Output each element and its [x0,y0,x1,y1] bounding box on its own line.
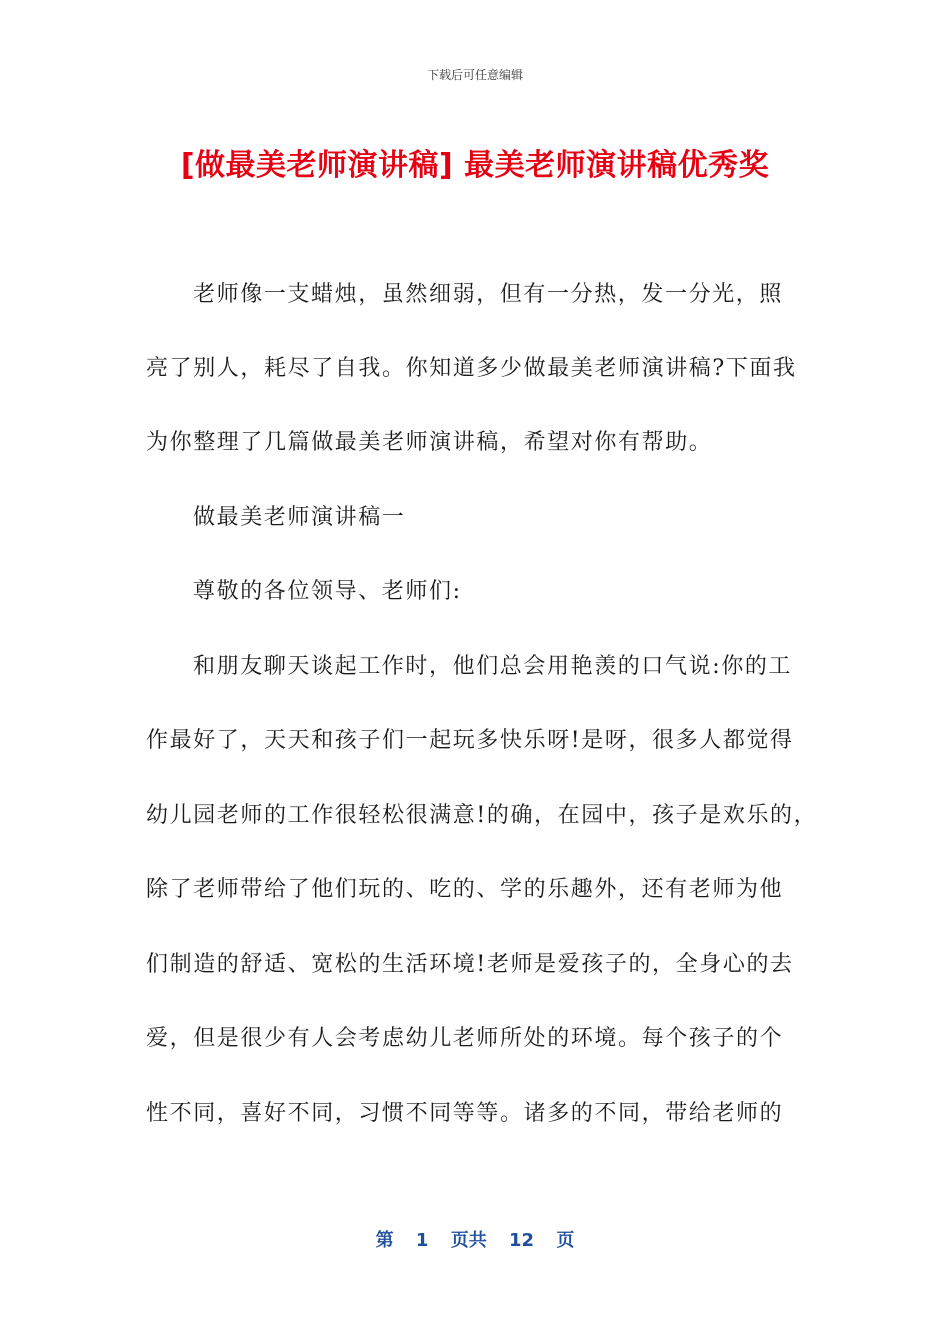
body-line: 们制造的舒适、宽松的生活环境!老师是爱孩子的，全身心的去 [146,952,794,977]
salutation: 尊敬的各位领导、老师们: [193,579,462,604]
page-prefix: 第 [375,1230,394,1251]
body-line: 为你整理了几篇做最美老师演讲稿，希望对你有帮助。 [146,430,713,455]
body-line: 和朋友聊天谈起工作时，他们总会用艳羡的口气说:你的工 [193,654,793,679]
page-footer [0,1226,950,1252]
body-line: 作最好了，天天和孩子们一起玩多快乐呀!是呀，很多人都觉得 [146,728,794,753]
page-number: 1 [415,1230,429,1251]
body-line: 性不同，喜好不同，习惯不同等等。诸多的不同，带给老师的 [146,1101,784,1126]
document-title: [做最美老师演讲稿] 最美老师演讲稿优秀奖 [180,148,770,183]
total-pages: 12 [509,1230,535,1251]
page-middle: 页共 [450,1230,487,1251]
body-line: 爱，但是很少有人会考虑幼儿老师所处的环境。每个孩子的个 [146,1026,784,1051]
header-note: 下载后可任意编辑 [426,68,523,82]
page-suffix: 页 [556,1230,575,1251]
body-line: 老师像一支蜡烛，虽然细弱，但有一分热，发一分光，照 [193,282,784,307]
body-line: 亮了别人，耗尽了自我。你知道多少做最美老师演讲稿?下面我 [146,356,797,381]
body-line: 除了老师带给了他们玩的、吃的、学的乐趣外，还有老师为他 [146,877,784,902]
section-heading: 做最美老师演讲稿一 [193,505,406,530]
body-line: 幼儿园老师的工作很轻松很满意!的确，在园中，孩子是欢乐的， [146,803,818,828]
